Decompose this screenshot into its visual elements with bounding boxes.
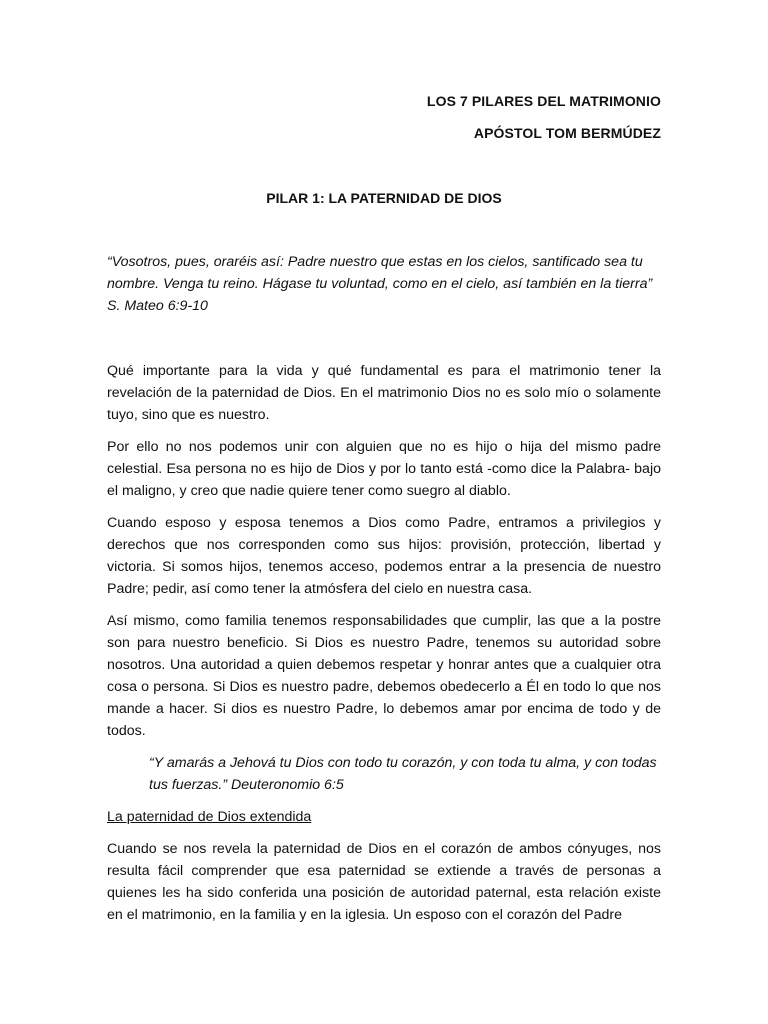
section-title: PILAR 1: LA PATERNIDAD DE DIOS bbox=[266, 190, 502, 206]
paragraph-4: Así mismo, como familia tenemos responsabilidades que cumplir, las que a la postre son para nuestro beneficio. Si Dios es nuestro Padre, tenemos su autoridad sobre nosotros. Una autoridad a quien debemos respetar y honrar antes que a cualquier otra cosa o persona. Si Dios es nuestro padre, debemos obedecerlo a Él en todo lo que nos mande a hacer. Si dios es nuestro Padre, lo debemos amar por encima de todo y de todos. bbox=[107, 613, 661, 739]
paragraph-5: Cuando se nos revela la paternidad de Dios en el corazón de ambos cónyuges, nos resulta fácil comprender que esa paternidad se extiende a través de personas a quienes les ha sido conferida una posición de autoridad paternal, esta relación existe en el matrimonio, en la familia y en la iglesia. Un esposo con el corazón del Padre bbox=[107, 841, 661, 923]
document-title: LOS 7 PILARES DEL MATRIMONIO bbox=[426, 93, 661, 109]
paragraph-3: Cuando esposo y esposa tenemos a Dios como Padre, entramos a privilegios y derechos que nos corresponden como sus hijos: provisión, protección, libertad y victoria. Si somos hijos, tenemos acceso, podemos entrar a la presencia de nuestro Padre; pedir, así como tener la atmósfera del cielo en nuestra casa. bbox=[107, 515, 661, 597]
paragraph-2: Por ello no nos podemos unir con alguien que no es hijo o hija del mismo padre celestial. Esa persona no es hijo de Dios y por lo tanto está -como dice la Palabra- bajo el maligno, y creo que nadie quiere tener como suegro al diablo. bbox=[107, 439, 661, 499]
subheading: La paternidad de Dios extendida bbox=[107, 809, 312, 825]
epigraph-quote: “Vosotros, pues, oraréis así: Padre nuestro que estas en los cielos, santificado sea tu nombre. Venga tu reino. Hágase tu voluntad, como en el cielo, así también en la tierra” S. Mateo 6:9-10 bbox=[107, 254, 653, 314]
paragraph-1: Qué importante para la vida y qué fundamental es para el matrimonio tener la revelación de la paternidad de Dios. En el matrimonio Dios no es solo mío o solamente tuyo, sino que es nuestro. bbox=[107, 363, 661, 423]
block-quote: “Y amarás a Jehová tu Dios con todo tu corazón, y con toda tu alma, y con todas tus fuerzas.” Deuteronomio 6:5 bbox=[149, 755, 657, 793]
document-author: APÓSTOL TOM BERMÚDEZ bbox=[473, 125, 661, 141]
main-text bbox=[107, 360, 661, 936]
